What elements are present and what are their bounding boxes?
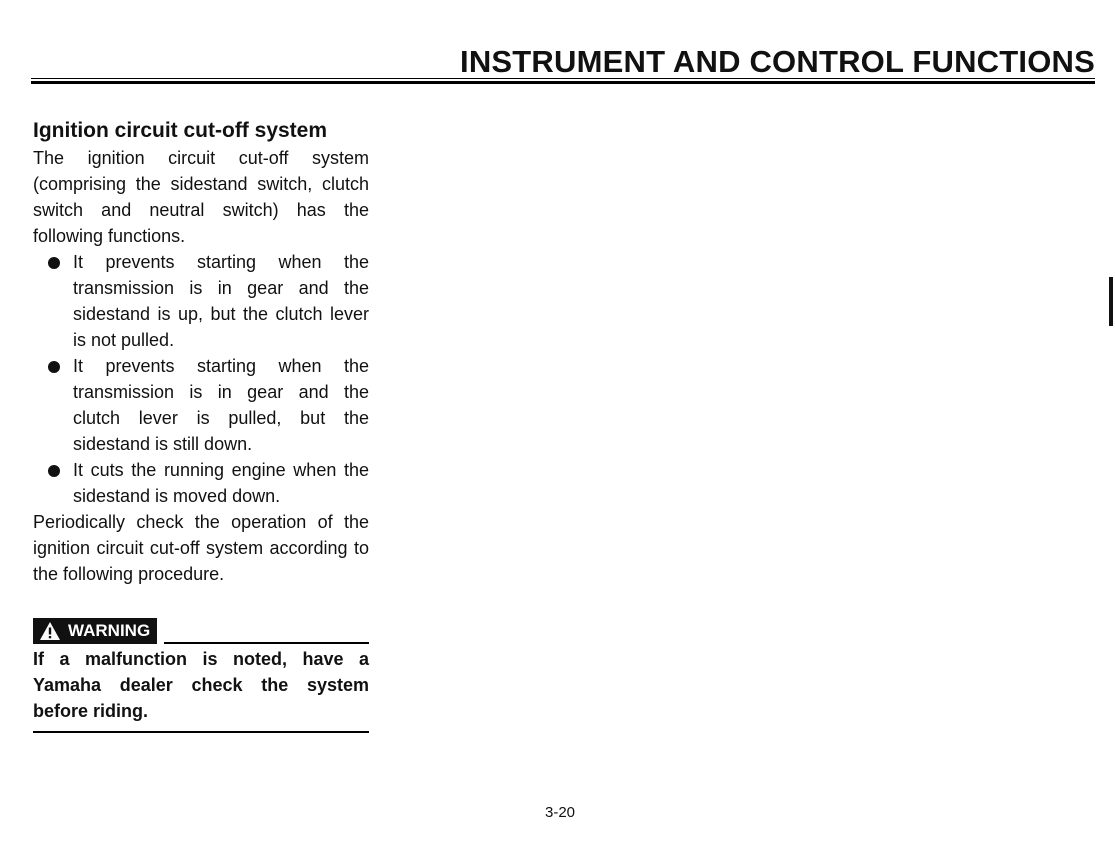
page-number: 3-20 (545, 804, 576, 821)
warning-header (33, 618, 369, 644)
bullet-icon (48, 361, 60, 373)
intro-paragraph: The ignition circuit cut-off system (comprising the sidestand switch, clutch switch and neutral switch) has the following functions. (33, 148, 369, 246)
list-item-text: It prevents starting when the transmission is in gear and the clutch lever is pulled, but the sidestand is still down. (73, 356, 369, 454)
list-item (33, 353, 369, 457)
warning-text-main: If a malfunction is noted, have a Yamaha dealer check the system (33, 649, 369, 695)
warning-box (33, 618, 369, 733)
list-item-text: It cuts the running engine when the sidestand is moved down. (73, 460, 369, 506)
chapter-tab-marker (1109, 277, 1113, 326)
warning-badge (33, 618, 157, 644)
list-item (33, 249, 369, 353)
list-item-text: It prevents starting when the transmission is in gear and the sidestand is up, but the clutch lever is not pulled. (73, 252, 369, 350)
procedure-paragraph: Periodically check the operation of the ignition circuit cut-off system according to the following procedure. (33, 512, 369, 584)
warning-triangle-icon (39, 621, 61, 641)
header-rule-thick (31, 81, 1095, 84)
page-header (31, 44, 1095, 88)
warning-text-last: before riding. (33, 701, 149, 721)
warning-text (33, 646, 369, 733)
warning-rule (164, 642, 369, 644)
content-column (33, 116, 369, 733)
list-item (33, 457, 369, 509)
function-list (33, 249, 369, 509)
warning-label: WARNING (68, 621, 151, 640)
bullet-icon (48, 257, 60, 269)
bullet-icon (48, 465, 60, 477)
section-heading: Ignition circuit cut-off system (33, 119, 328, 142)
header-rule (31, 78, 1095, 79)
page-title: INSTRUMENT AND CONTROL FUNCTIONS (460, 44, 1095, 79)
